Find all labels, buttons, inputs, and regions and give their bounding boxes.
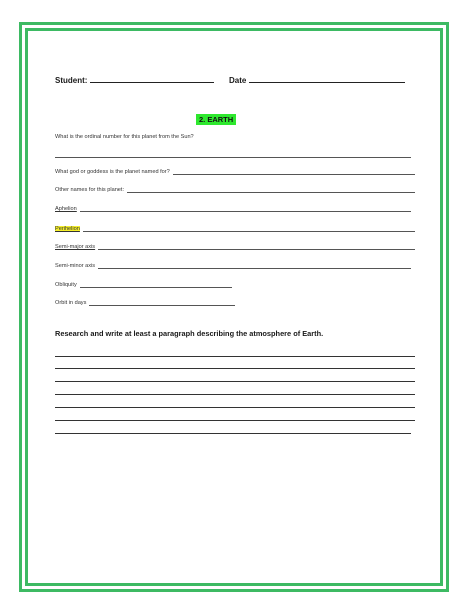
date-blank[interactable] xyxy=(249,74,405,83)
student-label: Student: xyxy=(55,76,88,85)
answer-other-names-blank[interactable] xyxy=(127,187,415,193)
answer-aphelion-blank[interactable] xyxy=(80,206,411,212)
writing-line[interactable] xyxy=(55,356,415,357)
question-ordinal-label: What is the ordinal number for this planet from the Sun? xyxy=(55,134,194,140)
question-aphelion xyxy=(55,206,411,212)
question-ordinal xyxy=(55,134,355,140)
obliquity-term: Obliquity xyxy=(55,282,77,288)
question-semi-minor xyxy=(55,263,411,269)
writing-line[interactable] xyxy=(55,381,415,382)
answer-perihelion-blank[interactable] xyxy=(83,226,415,232)
semi-major-term: Semi-major axis xyxy=(55,244,96,250)
question-other-names-label: Other names for this planet: xyxy=(55,187,125,193)
aphelion-term: Aphelion xyxy=(55,206,77,212)
writing-line[interactable] xyxy=(55,420,415,421)
answer-orbit-blank[interactable] xyxy=(89,300,235,306)
writing-line[interactable] xyxy=(55,394,415,395)
answer-semi-minor-blank[interactable] xyxy=(98,263,411,269)
inner-border xyxy=(25,28,443,586)
student-field xyxy=(55,74,214,85)
question-namesake-label: What god or goddess is the planet named for? xyxy=(55,169,170,175)
orbit-term: Orbit in days xyxy=(55,300,87,306)
question-perihelion xyxy=(55,226,415,232)
question-obliquity xyxy=(55,282,232,288)
question-semi-major xyxy=(55,244,415,250)
writing-line[interactable] xyxy=(55,407,415,408)
question-namesake xyxy=(55,169,415,175)
question-other-names xyxy=(55,187,415,193)
writing-line[interactable] xyxy=(55,368,415,369)
writing-line[interactable] xyxy=(55,433,411,434)
perihelion-term: Perihelion xyxy=(55,226,80,232)
question-orbit xyxy=(55,300,235,306)
answer-ordinal-blank[interactable] xyxy=(55,157,411,158)
student-blank[interactable] xyxy=(90,74,214,83)
answer-semi-major-blank[interactable] xyxy=(98,244,415,250)
date-field xyxy=(229,74,405,85)
answer-obliquity-blank[interactable] xyxy=(80,282,232,288)
date-label: Date xyxy=(229,76,247,85)
semi-minor-term: Semi-minor axis xyxy=(55,263,96,269)
research-prompt: Research and write at least a paragraph describing the atmosphere of Earth. xyxy=(55,329,324,338)
planet-title: 2. EARTH xyxy=(196,114,236,125)
answer-namesake-blank[interactable] xyxy=(173,169,415,175)
